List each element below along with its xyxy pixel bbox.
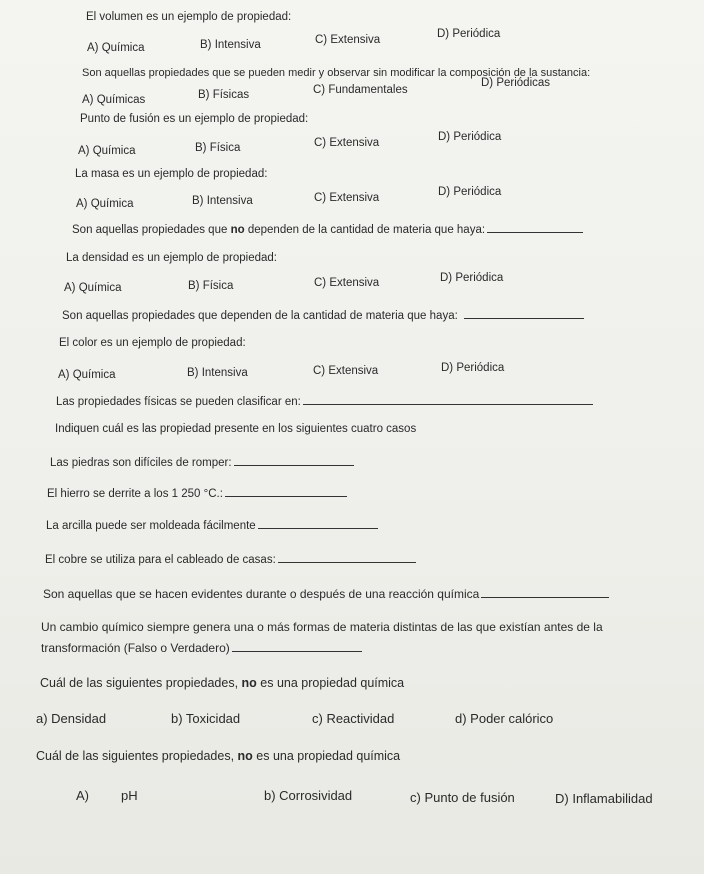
q3-option-d[interactable]: D) Periódica bbox=[438, 131, 502, 143]
question-9: Las propiedades físicas se pueden clasificar en: bbox=[56, 397, 593, 409]
q4-option-a[interactable]: A) Química bbox=[76, 198, 134, 210]
q8-option-b[interactable]: B) Intensiva bbox=[187, 367, 248, 379]
q2-option-c[interactable]: C) Fundamentales bbox=[313, 84, 408, 96]
q2-option-a[interactable]: A) Químicas bbox=[82, 94, 146, 106]
q18-option-a-text[interactable]: pH bbox=[121, 788, 138, 803]
q3-option-b[interactable]: B) Física bbox=[195, 142, 241, 154]
q18-option-d[interactable]: D) Inflamabilidad bbox=[555, 791, 653, 806]
q1-option-c[interactable]: C) Extensiva bbox=[315, 34, 381, 46]
question-1: El volumen es un ejemplo de propiedad: bbox=[86, 11, 292, 23]
q2-option-d[interactable]: D) Periódicas bbox=[481, 77, 551, 89]
q15-answer-blank[interactable] bbox=[481, 596, 609, 598]
q7-answer-blank[interactable] bbox=[464, 317, 584, 319]
q9-answer-blank[interactable] bbox=[303, 403, 593, 405]
question-16-line-1: Un cambio químico siempre genera una o más formas de materia distintas de las que existían antes de la bbox=[41, 620, 603, 634]
case-2-answer-blank[interactable] bbox=[225, 495, 347, 497]
question-16-line-2: transformación (Falso o Verdadero) bbox=[41, 642, 362, 654]
q4-option-b[interactable]: B) Intensiva bbox=[192, 195, 253, 207]
q6-option-d[interactable]: D) Periódica bbox=[440, 272, 504, 284]
question-7: Son aquellas propiedades que dependen de la cantidad de materia que haya: bbox=[62, 311, 584, 323]
q4-option-c[interactable]: C) Extensiva bbox=[314, 192, 380, 204]
q6-option-c[interactable]: C) Extensiva bbox=[314, 277, 380, 289]
q1-option-d[interactable]: D) Periódica bbox=[437, 28, 501, 40]
q6-option-b[interactable]: B) Física bbox=[188, 280, 234, 292]
question-4: La masa es un ejemplo de propiedad: bbox=[75, 168, 268, 180]
q17-option-d[interactable]: d) Poder calórico bbox=[455, 711, 554, 726]
question-18: Cuál de las siguientes propiedades, no es una propiedad química bbox=[36, 749, 401, 763]
question-5: Son aquellas propiedades que no dependen de la cantidad de materia que haya: bbox=[72, 225, 583, 237]
question-2: Son aquellas propiedades que se pueden medir y observar sin modificar la composición de la sustancia: bbox=[82, 67, 591, 79]
q18-option-a-label[interactable]: A) bbox=[76, 788, 89, 803]
case-3: La arcilla puede ser moldeada fácilmente bbox=[46, 521, 378, 533]
q4-option-d[interactable]: D) Periódica bbox=[438, 186, 502, 198]
q17-option-a[interactable]: a) Densidad bbox=[36, 711, 107, 726]
q1-option-a[interactable]: A) Química bbox=[87, 42, 145, 54]
case-4-answer-blank[interactable] bbox=[278, 561, 416, 563]
case-2: El hierro se derrite a los 1 250 °C.: bbox=[47, 489, 347, 501]
question-15: Son aquellas que se hacen evidentes durante o después de una reacción química bbox=[43, 588, 609, 600]
q8-option-d[interactable]: D) Periódica bbox=[441, 362, 505, 374]
case-1-answer-blank[interactable] bbox=[234, 464, 354, 466]
question-8: El color es un ejemplo de propiedad: bbox=[59, 337, 246, 349]
q16-answer-blank[interactable] bbox=[232, 650, 362, 652]
question-3: Punto de fusión es un ejemplo de propiedad: bbox=[80, 113, 309, 125]
q8-option-a[interactable]: A) Química bbox=[58, 369, 116, 381]
q5-answer-blank[interactable] bbox=[487, 231, 583, 233]
case-1: Las piedras son difíciles de romper: bbox=[50, 458, 354, 470]
q18-option-c[interactable]: c) Punto de fusión bbox=[410, 790, 515, 805]
q17-option-c[interactable]: c) Reactividad bbox=[312, 711, 395, 726]
q8-option-c[interactable]: C) Extensiva bbox=[313, 365, 379, 377]
q6-option-a[interactable]: A) Química bbox=[64, 282, 122, 294]
case-3-answer-blank[interactable] bbox=[258, 527, 378, 529]
q17-option-b[interactable]: b) Toxicidad bbox=[171, 711, 241, 726]
q18-option-b[interactable]: b) Corrosividad bbox=[264, 788, 353, 803]
q3-option-a[interactable]: A) Química bbox=[78, 145, 136, 157]
q3-option-c[interactable]: C) Extensiva bbox=[314, 137, 380, 149]
q2-option-b[interactable]: B) Físicas bbox=[198, 89, 250, 101]
case-4: El cobre se utiliza para el cableado de casas: bbox=[45, 555, 416, 567]
section-instructions: Indiquen cuál es las propiedad presente en los siguientes cuatro casos bbox=[55, 423, 417, 435]
question-6: La densidad es un ejemplo de propiedad: bbox=[66, 252, 277, 264]
question-17: Cuál de las siguientes propiedades, no es una propiedad química bbox=[40, 676, 405, 690]
q1-option-b[interactable]: B) Intensiva bbox=[200, 39, 261, 51]
